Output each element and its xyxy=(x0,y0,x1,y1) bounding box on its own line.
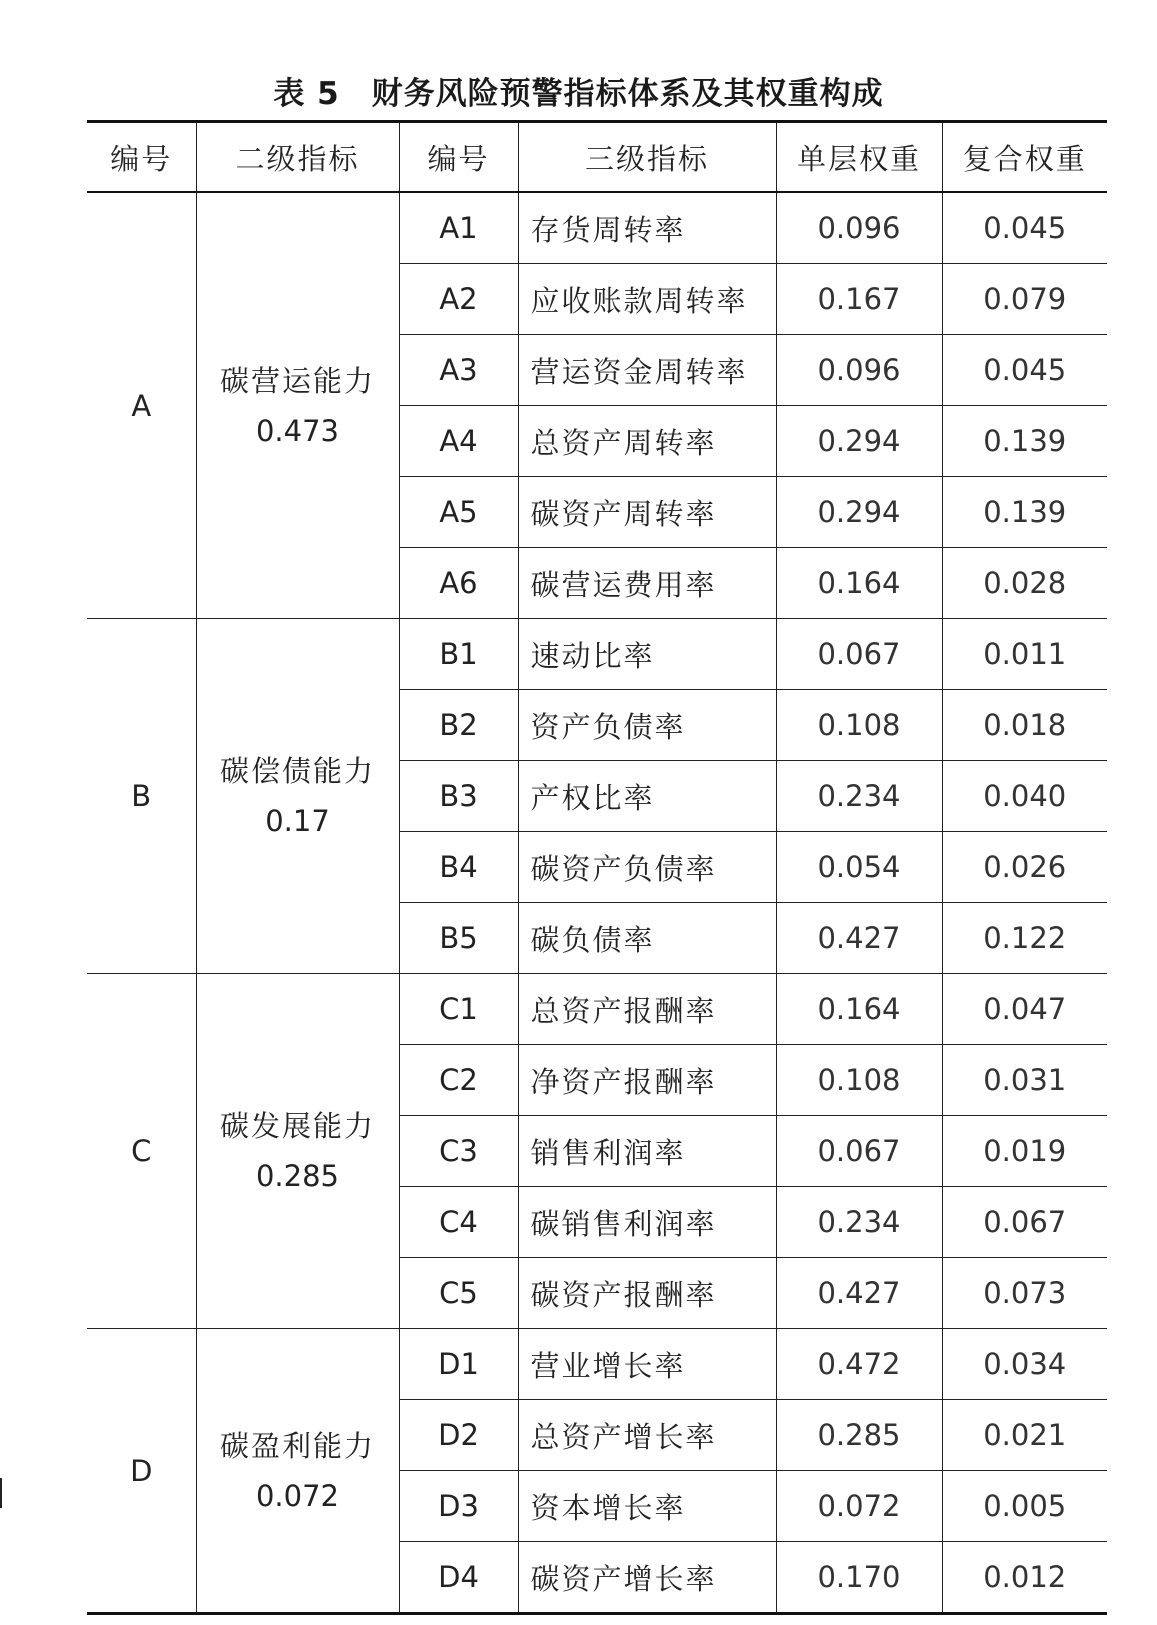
level2-indicator xyxy=(196,192,399,619)
level3-code: D3 xyxy=(399,1471,518,1542)
level3-indicator: 净资产报酬率 xyxy=(518,1045,776,1116)
composite-weight: 0.067 xyxy=(942,1187,1107,1258)
level3-indicator: 碳负债率 xyxy=(518,903,776,974)
level3-code: B4 xyxy=(399,832,518,903)
level3-indicator: 资本增长率 xyxy=(518,1471,776,1542)
level3-code: B5 xyxy=(399,903,518,974)
composite-weight: 0.073 xyxy=(942,1258,1107,1329)
composite-weight: 0.122 xyxy=(942,903,1107,974)
single-weight: 0.472 xyxy=(776,1329,942,1400)
header-single-weight: 单层权重 xyxy=(776,122,942,193)
single-weight: 0.054 xyxy=(776,832,942,903)
header-id1: 编号 xyxy=(87,122,196,193)
level3-code: B2 xyxy=(399,690,518,761)
level3-indicator: 总资产周转率 xyxy=(518,406,776,477)
composite-weight: 0.021 xyxy=(942,1400,1107,1471)
level3-indicator: 碳资产周转率 xyxy=(518,477,776,548)
level3-code: C2 xyxy=(399,1045,518,1116)
level3-code: C1 xyxy=(399,974,518,1045)
level2-indicator xyxy=(196,974,399,1329)
page-edge-mark xyxy=(0,1478,6,1508)
level3-indicator: 碳资产报酬率 xyxy=(518,1258,776,1329)
level3-indicator: 碳营运费用率 xyxy=(518,548,776,619)
level3-indicator: 存货周转率 xyxy=(518,192,776,264)
level3-code: A6 xyxy=(399,548,518,619)
level2-name: 碳偿债能力 xyxy=(219,754,375,788)
composite-weight: 0.045 xyxy=(942,335,1107,406)
table-row xyxy=(87,1329,1107,1400)
level2-name: 碳盈利能力 xyxy=(219,1428,375,1463)
level3-code: D4 xyxy=(399,1542,518,1614)
level2-indicator xyxy=(196,619,399,974)
single-weight: 0.108 xyxy=(776,1045,942,1116)
level3-indicator: 产权比率 xyxy=(518,761,776,832)
header-id2: 编号 xyxy=(399,122,518,193)
level2-code: C xyxy=(87,974,196,1329)
composite-weight: 0.019 xyxy=(942,1116,1107,1187)
table-row xyxy=(87,619,1107,690)
level3-code: C5 xyxy=(399,1258,518,1329)
table-row xyxy=(87,974,1107,1045)
level2-name: 碳营运能力 xyxy=(219,363,375,398)
single-weight: 0.096 xyxy=(776,335,942,406)
level3-code: B1 xyxy=(399,619,518,690)
composite-weight: 0.012 xyxy=(942,1542,1107,1614)
level2-weight: 0.285 xyxy=(255,1159,340,1193)
single-weight: 0.164 xyxy=(776,974,942,1045)
composite-weight: 0.045 xyxy=(942,192,1107,264)
composite-weight: 0.040 xyxy=(942,761,1107,832)
composite-weight: 0.079 xyxy=(942,264,1107,335)
composite-weight: 0.031 xyxy=(942,1045,1107,1116)
level2-code: A xyxy=(87,192,196,619)
single-weight: 0.167 xyxy=(776,264,942,335)
level3-indicator: 速动比率 xyxy=(518,619,776,690)
composite-weight: 0.139 xyxy=(942,477,1107,548)
single-weight: 0.427 xyxy=(776,903,942,974)
level3-code: D2 xyxy=(399,1400,518,1471)
single-weight: 0.234 xyxy=(776,761,942,832)
level2-name: 碳发展能力 xyxy=(219,1109,375,1143)
level3-code: A3 xyxy=(399,335,518,406)
level3-code: D1 xyxy=(399,1329,518,1400)
header-row xyxy=(87,122,1107,193)
composite-weight: 0.139 xyxy=(942,406,1107,477)
single-weight: 0.108 xyxy=(776,690,942,761)
level3-code: C4 xyxy=(399,1187,518,1258)
level2-indicator xyxy=(196,1329,399,1614)
single-weight: 0.294 xyxy=(776,406,942,477)
level3-code: C3 xyxy=(399,1116,518,1187)
composite-weight: 0.026 xyxy=(942,832,1107,903)
table-row xyxy=(87,192,1107,264)
level3-indicator: 碳资产负债率 xyxy=(518,832,776,903)
header-level3: 三级指标 xyxy=(518,122,776,193)
level3-indicator: 碳销售利润率 xyxy=(518,1187,776,1258)
table-title: 表 5 财务风险预警指标体系及其权重构成 xyxy=(273,76,884,112)
composite-weight: 0.028 xyxy=(942,548,1107,619)
composite-weight: 0.034 xyxy=(942,1329,1107,1400)
single-weight: 0.427 xyxy=(776,1258,942,1329)
level2-code: D xyxy=(87,1329,196,1614)
single-weight: 0.285 xyxy=(776,1400,942,1471)
single-weight: 0.096 xyxy=(776,192,942,264)
composite-weight: 0.018 xyxy=(942,690,1107,761)
level3-indicator: 销售利润率 xyxy=(518,1116,776,1187)
single-weight: 0.234 xyxy=(776,1187,942,1258)
level3-indicator: 应收账款周转率 xyxy=(518,264,776,335)
level2-weight: 0.473 xyxy=(255,413,340,448)
single-weight: 0.072 xyxy=(776,1471,942,1542)
single-weight: 0.164 xyxy=(776,548,942,619)
header-level2: 二级指标 xyxy=(196,122,399,193)
single-weight: 0.067 xyxy=(776,619,942,690)
level3-indicator: 总资产报酬率 xyxy=(518,974,776,1045)
single-weight: 0.067 xyxy=(776,1116,942,1187)
table-body xyxy=(87,192,1107,1614)
level3-indicator: 资产负债率 xyxy=(518,690,776,761)
level2-weight: 0.072 xyxy=(255,1478,340,1513)
composite-weight: 0.011 xyxy=(942,619,1107,690)
single-weight: 0.294 xyxy=(776,477,942,548)
composite-weight: 0.047 xyxy=(942,974,1107,1045)
single-weight: 0.170 xyxy=(776,1542,942,1614)
level3-code: A1 xyxy=(399,192,518,264)
level3-code: A2 xyxy=(399,264,518,335)
level3-code: A4 xyxy=(399,406,518,477)
level3-indicator: 营运资金周转率 xyxy=(518,335,776,406)
level3-indicator: 总资产增长率 xyxy=(518,1400,776,1471)
composite-weight: 0.005 xyxy=(942,1471,1107,1542)
level3-indicator: 营业增长率 xyxy=(518,1329,776,1400)
level3-code: B3 xyxy=(399,761,518,832)
level2-weight: 0.17 xyxy=(265,804,330,838)
level2-code: B xyxy=(87,619,196,974)
level3-code: A5 xyxy=(399,477,518,548)
header-composite-weight: 复合权重 xyxy=(942,122,1107,193)
weights-table xyxy=(87,120,1107,1615)
level3-indicator: 碳资产增长率 xyxy=(518,1542,776,1614)
